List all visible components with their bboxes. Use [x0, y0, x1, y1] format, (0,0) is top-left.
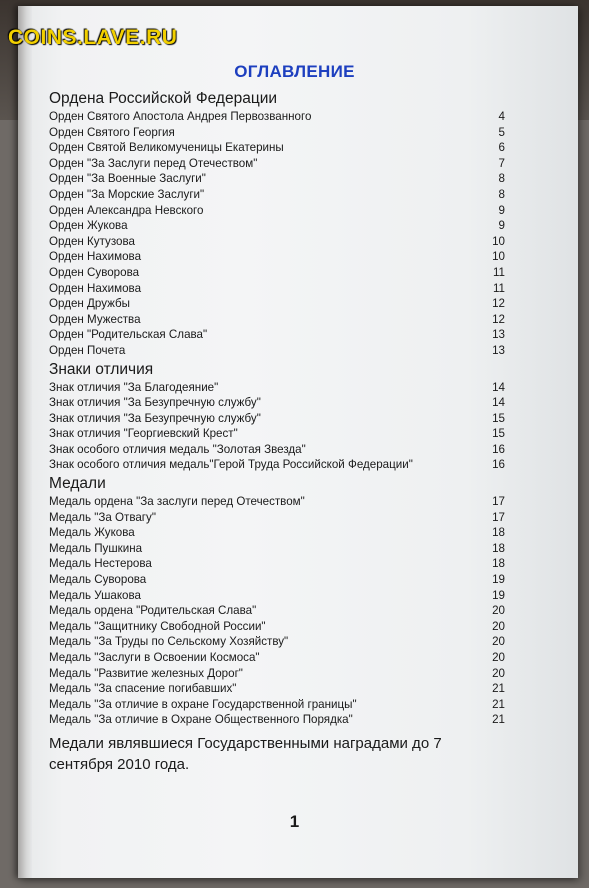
entry-page: 17 [492, 495, 505, 509]
entry-label: Орден Почета [49, 343, 126, 357]
entry-label: Орден Нахимова [49, 281, 142, 295]
entry-label: Орден Святой Великомученицы Екатерины [49, 141, 284, 155]
entry-page: 8 [498, 172, 505, 186]
toc-entry [49, 380, 505, 396]
entry-page: 13 [492, 328, 505, 342]
entry-label: Знак отличия "Георгиевский Крест" [49, 427, 238, 441]
entry-label: Медаль Нестерова [49, 557, 152, 571]
toc-entry [49, 572, 505, 588]
toc-entry [49, 712, 505, 728]
entry-page: 18 [492, 526, 505, 540]
entry-page: 16 [492, 442, 505, 456]
entry-label: Медаль Жукова [49, 526, 135, 540]
section-orders [49, 89, 505, 359]
entry-page: 10 [492, 250, 505, 264]
entry-page: 15 [492, 427, 505, 441]
page-number: 1 [289, 812, 300, 831]
entry-page: 9 [498, 203, 505, 217]
toc-title: ОГЛАВЛЕНИЕ [234, 62, 355, 81]
entry-page: 10 [492, 234, 505, 248]
entry-page: 14 [492, 380, 505, 394]
entry-page: 4 [498, 110, 505, 123]
entry-page: 20 [492, 604, 505, 618]
entry-page: 9 [498, 219, 505, 233]
entry-label: Орден Дружбы [49, 297, 130, 311]
entry-label: Медаль "За спасение погибавших" [49, 682, 237, 696]
entry-label: Орден "За Военные Заслуги" [49, 172, 206, 186]
entry-page: 14 [492, 396, 505, 410]
entry-page: 5 [498, 125, 505, 139]
entry-page: 16 [492, 458, 505, 472]
entry-page: 8 [498, 187, 505, 201]
entry-page: 20 [492, 619, 505, 633]
entry-page: 11 [492, 265, 505, 279]
entry-label: Орден Жукова [49, 219, 128, 233]
section-badges [49, 360, 505, 474]
toc-entry [49, 343, 505, 359]
toc-entry [49, 234, 505, 250]
entry-label: Орден Святого Апостола Андрея Первозванного [49, 110, 312, 123]
toc-entry [49, 494, 505, 510]
toc-entry [49, 556, 505, 572]
toc-entry [49, 395, 505, 411]
toc-entry [49, 603, 505, 619]
entry-label: Медаль Пушкина [49, 541, 143, 555]
entry-label: Орден Кутузова [49, 234, 135, 248]
entry-page: 12 [492, 312, 505, 326]
entry-label: Знак особого отличия медаль "Золотая Звезда" [49, 442, 306, 456]
entry-label: Медаль "За отличие в Охране Общественного Порядка" [49, 713, 353, 727]
entry-label: Медаль "Заслуги в Освоении Космоса" [49, 651, 260, 664]
entry-label: Знак отличия "За Благодеяние" [49, 380, 219, 394]
entry-label: Медаль Ушакова [49, 588, 141, 602]
entry-label: Медаль "Развитие железных Дорог" [49, 666, 243, 680]
site-watermark: COINS.LAVE.RU [8, 26, 178, 49]
entry-page: 15 [492, 411, 505, 425]
entry-label: Медаль Суворова [49, 573, 147, 587]
toc-entry [49, 265, 505, 281]
toc-entry [49, 203, 505, 219]
entry-page: 19 [492, 573, 505, 587]
entry-label: Медаль "Защитнику Свободной России" [49, 619, 266, 633]
entry-label: Орден Александра Невского [49, 203, 204, 217]
entry-page: 13 [492, 343, 505, 357]
entry-label: Знак отличия "За Безупречную службу" [49, 396, 261, 410]
entry-label: Медаль "За Труды по Сельскому Хозяйству" [49, 635, 289, 649]
toc-entry [49, 327, 505, 343]
entry-label: Знак особого отличия медаль"Герой Труда Российской Федерации" [49, 458, 413, 472]
entry-page: 21 [492, 713, 505, 727]
toc-entry [49, 296, 505, 312]
entry-label: Знак отличия "За Безупречную службу" [49, 411, 261, 425]
section-title: Ордена Российской Федерации [49, 90, 278, 107]
toc-entry [49, 650, 505, 666]
toc-entry [49, 697, 505, 713]
toc-entry [49, 156, 505, 172]
toc-entry [49, 125, 505, 141]
entry-label: Орден Нахимова [49, 250, 142, 264]
entry-page: 17 [492, 510, 505, 524]
toc-entry [49, 109, 505, 125]
entry-label: Орден Мужества [49, 312, 141, 326]
toc-entry [49, 666, 505, 682]
toc-entry [49, 541, 505, 557]
entry-page: 12 [492, 297, 505, 311]
entry-page: 21 [492, 697, 505, 711]
entry-label: Медаль ордена "За заслуги перед Отечеством" [49, 495, 305, 509]
toc-entry [49, 525, 505, 541]
section-medals [49, 474, 505, 728]
entry-label: Орден Суворова [49, 265, 140, 279]
entry-label: Орден "Родительская Слава" [49, 328, 208, 342]
toc-entry [49, 187, 505, 203]
section-title: Знаки отличия [49, 360, 154, 378]
entry-label: Медаль ордена "Родительская Слава" [49, 604, 257, 618]
toc-entry [49, 312, 505, 328]
entry-label: Медаль "За Отвагу" [49, 510, 156, 524]
toc-entry [49, 281, 505, 297]
toc-entry [49, 442, 505, 458]
entry-page: 7 [498, 156, 505, 170]
section-title: Медали [49, 475, 106, 493]
toc-entry [49, 218, 505, 234]
toc-entry [49, 510, 505, 526]
entry-label: Орден "За Морские Заслуги" [49, 187, 205, 201]
entry-page: 11 [492, 281, 505, 295]
toc-entry [49, 411, 505, 427]
toc-entry [49, 140, 505, 156]
toc-entry [49, 619, 505, 635]
toc-entry [49, 249, 505, 265]
entry-page: 20 [492, 635, 505, 649]
entry-page: 20 [492, 651, 505, 664]
toc-entry [49, 426, 505, 442]
entry-label: Орден Святого Георгия [49, 125, 175, 139]
entry-page: 21 [492, 682, 505, 696]
entry-label: Орден "За Заслуги перед Отечеством" [49, 156, 258, 170]
closing-note: Медали являвшиеся Государственными наградами до 7 сентября 2010 года. [49, 734, 442, 773]
booklet-spine [18, 6, 32, 878]
entry-page: 20 [492, 666, 505, 680]
entry-label: Медаль "За отличие в охране Государственной границы" [49, 697, 357, 711]
toc-entry [49, 681, 505, 697]
toc-entry [49, 171, 505, 187]
toc-entry [49, 588, 505, 604]
entry-page: 18 [492, 557, 505, 571]
entry-page: 18 [492, 541, 505, 555]
entry-page: 6 [498, 141, 505, 155]
entry-page: 19 [492, 588, 505, 602]
toc-content [49, 88, 505, 775]
toc-entry [49, 634, 505, 650]
toc-entry [49, 457, 505, 473]
